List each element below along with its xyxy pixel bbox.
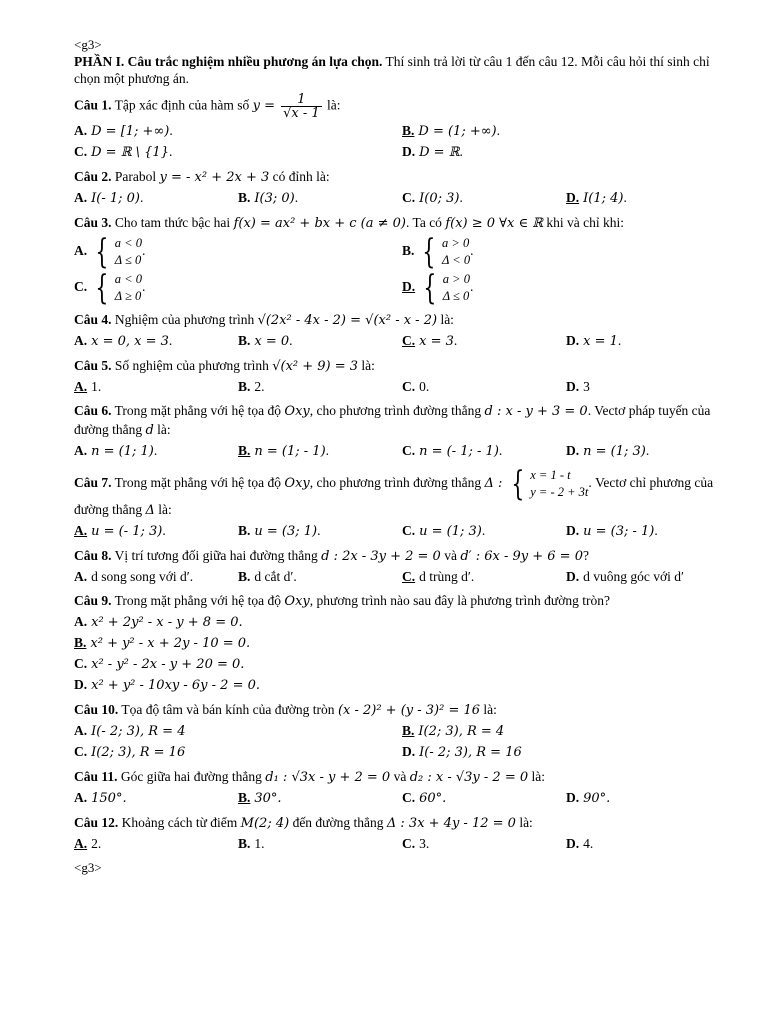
tag-close: <g3> [74,860,102,875]
option-a[interactable]: A. I(- 2; 3), R = 4 [74,723,186,739]
option-d[interactable]: D. u = (3; - 1). [566,523,658,539]
option-d[interactable]: D. D = ℝ. [402,144,463,160]
option-a[interactable]: A. d song song với d′. [74,569,194,584]
option-a[interactable]: A. D = [1; +∞). [74,123,173,139]
option-c[interactable]: C. n = (- 1; - 1). [402,443,503,459]
options-row [74,268,730,308]
option-b[interactable]: B. x² + y² - x + 2y - 10 = 0. [74,635,251,651]
options-row [74,522,730,541]
option-d[interactable]: D. { a > 0 Δ ≤ 0 . [402,268,474,308]
part-header [74,53,730,87]
options-row [74,835,730,853]
options-row [74,789,730,808]
option-d[interactable]: D. x² + y² - 10xy - 6y - 2 = 0. [74,677,261,693]
option-a[interactable]: A. 150°. [74,790,127,806]
option-b[interactable]: B. 2. [238,379,265,394]
option-d[interactable]: D. x = 1. [566,333,622,349]
option-d[interactable]: D. 3 [566,379,590,394]
option-b[interactable]: B. D = (1; +∞). [402,123,500,139]
question-2: Câu 2. Parabol y = - x² + 2x + 3 có đỉnh là: [74,169,330,185]
option-b[interactable]: B. d cắt d′. [238,569,297,584]
option-c[interactable]: C. I(0; 3). [402,190,463,206]
option-a[interactable]: A. I(- 1; 0). [74,190,144,206]
option-c[interactable]: C. x = 3. [402,333,458,349]
option-b[interactable]: B. I(3; 0). [238,190,299,206]
options-row [74,378,730,396]
option-d[interactable]: D. d vuông góc với d′ [566,569,684,584]
option-a[interactable]: A. u = (- 1; 3). [74,523,166,539]
option-c[interactable]: C. 0. [402,379,430,394]
question-11: Câu 11. Góc giữa hai đường thẳng d₁ : √3x - y + 2 = 0 và d₂ : x - √3y - 2 = 0 là: [74,769,545,785]
options-row [74,232,730,272]
option-a[interactable]: A. n = (1; 1). [74,443,158,459]
option-c[interactable]: C. 60°. [402,790,447,806]
option-d[interactable]: D. 90°. [566,790,611,806]
question-7: Câu 7. Trong mặt phẳng với hệ tọa độ Oxy, cho phương trình đường thẳng Δ : { x = 1 - t y = - 2 + 3t . Vectơ chỉ phương của đường thẳng Δ là: [74,464,714,518]
option-d[interactable]: D. I(- 2; 3), R = 16 [402,744,522,760]
option-a[interactable]: A. 1. [74,379,102,394]
option-c[interactable]: C. 3. [402,836,430,851]
option-c[interactable]: C. d trùng d′. [402,569,475,584]
option-b[interactable]: B. u = (3; 1). [238,523,321,539]
part-instruction: Thí sinh trả lời từ câu 1 đến câu 12. Mỗi câu hỏi thí sinh chỉ chọn một phương án. [74,54,710,86]
question-5: Câu 5. Số nghiệm của phương trình √(x² + 9) = 3 là: [74,358,375,374]
option-b[interactable]: B. x = 0. [238,333,293,349]
option-b[interactable]: B. 1. [238,836,265,851]
options-row [74,442,730,461]
options-row [74,189,730,208]
option-c[interactable]: C. x² - y² - 2x - y + 20 = 0. [74,656,245,672]
options-row [74,568,730,586]
question-9: Câu 9. Trong mặt phẳng với hệ tọa độ Oxy, phương trình nào sau đây là phương trình đường tròn? [74,593,610,609]
option-d[interactable]: D. I(1; 4). [566,190,627,206]
options-row [74,743,730,762]
fraction: $\frac{1}{√x - 1}$ [283,92,320,121]
options-row [74,722,730,741]
options-row [74,143,730,162]
option-b[interactable]: B. { a > 0 Δ < 0 . [402,232,474,272]
option-a[interactable]: A. x = 0, x = 3. [74,333,173,349]
option-b[interactable]: B. I(2; 3), R = 4 [402,723,505,739]
question-4: Câu 4. Nghiệm của phương trình √(2x² - 4x - 2) = √(x² - x - 2) là: [74,312,454,328]
part-title: PHẦN I. Câu trắc nghiệm nhiều phương án lựa chọn. [74,54,383,69]
question-10: Câu 10. Tọa độ tâm và bán kính của đường tròn (x - 2)² + (y - 3)² = 16 là: [74,702,497,718]
option-c[interactable]: C. { a < 0 Δ ≥ 0 . [74,268,146,308]
question-8: Câu 8. Vị trí tương đối giữa hai đường thẳng d : 2x - 3y + 2 = 0 và d′ : 6x - 9y + 6 = 0? [74,548,589,564]
question-1: Câu 1. Tập xác định của hàm số y = $\frac{1}{√x - 1}$ là: [74,92,341,121]
option-b[interactable]: B. 30°. [238,790,282,806]
question-3: Câu 3. Cho tam thức bậc hai f(x) = ax² + bx + c (a ≠ 0). Ta có f(x) ≥ 0 ∀x ∈ ℝ khi và chỉ khi: [74,215,625,231]
option-a[interactable]: A. x² + 2y² - x - y + 8 = 0. [74,614,243,630]
options-row [74,122,730,141]
option-c[interactable]: C. u = (1; 3). [402,523,486,539]
option-c[interactable]: C. I(2; 3), R = 16 [74,744,186,760]
option-b[interactable]: B. n = (1; - 1). [238,443,330,459]
tag-open: <g3> [74,37,102,52]
options-row [74,332,730,351]
option-a[interactable]: A. { a < 0 Δ ≤ 0 . [74,232,146,272]
question-12: Câu 12. Khoảng cách từ điểm M(2; 4) đến đường thẳng Δ : 3x + 4y - 12 = 0 là: [74,815,533,831]
question-6: Câu 6. Trong mặt phẳng với hệ tọa độ Oxy, cho phương trình đường thẳng d : x - y + 3 = 0. Vectơ pháp tuyến của đường thẳng d là: [74,403,711,438]
option-d[interactable]: D. n = (1; 3). [566,443,650,459]
option-c[interactable]: C. D = ℝ \ {1}. [74,144,173,160]
option-d[interactable]: D. 4. [566,836,594,851]
option-a[interactable]: A. 2. [74,836,102,851]
